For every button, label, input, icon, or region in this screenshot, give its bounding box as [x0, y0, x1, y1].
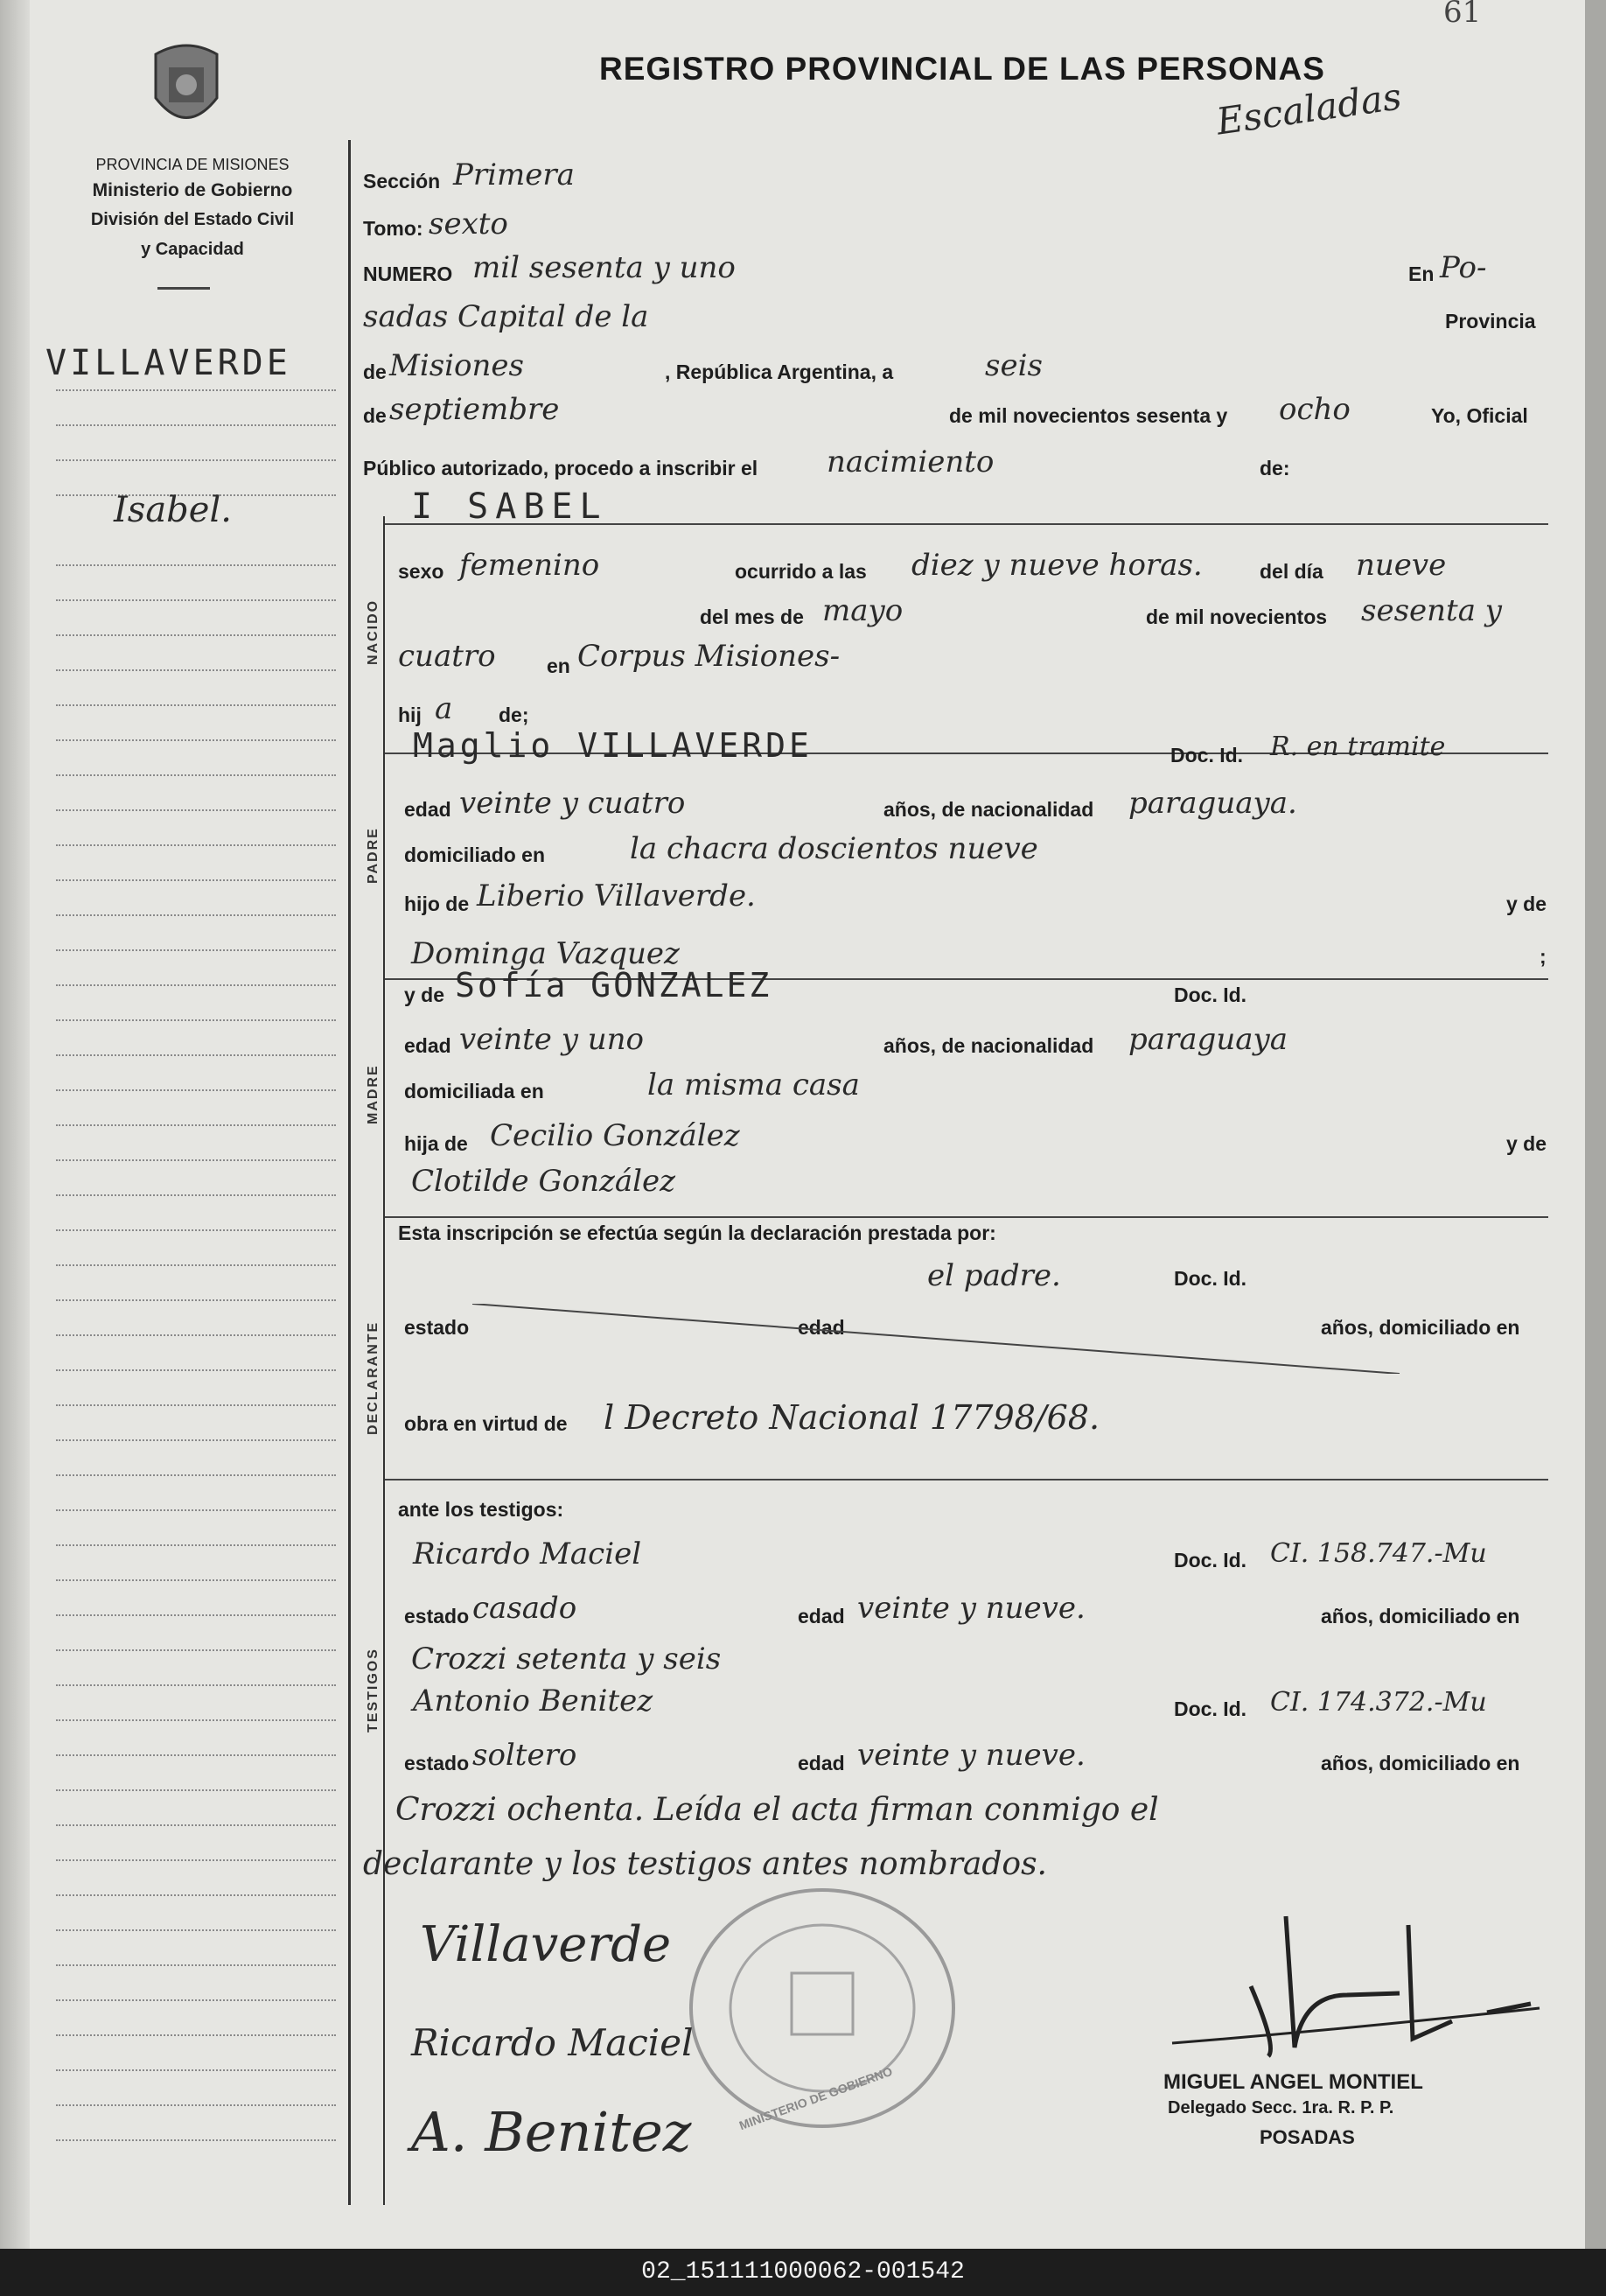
year-word: ocho — [1279, 392, 1351, 427]
de-semicolon: de; — [499, 704, 529, 726]
obra-label: obra en virtud de — [404, 1412, 568, 1435]
ocurrido-label: ocurrido a las — [735, 560, 867, 583]
margin-rule — [56, 1754, 336, 1757]
margin-rule — [56, 1509, 336, 1512]
publico-label: Público autorizado, procedo a inscribir el — [363, 457, 758, 480]
coat-of-arms-icon — [147, 37, 226, 142]
margin-annotation: Escaladas — [1213, 74, 1405, 144]
numero-value: mil sesenta y uno — [472, 250, 736, 285]
madre-padre: Cecilio González — [490, 1118, 740, 1153]
margin-rule — [56, 1824, 336, 1827]
margin-rule — [56, 1229, 336, 1232]
republica-label: , República Argentina, a — [665, 360, 894, 383]
margin-rule — [56, 669, 336, 672]
margin-rule — [56, 1124, 336, 1127]
edad-label5: edad — [798, 1752, 845, 1774]
margin-rule — [56, 1054, 336, 1057]
section-label-testigos: TESTIGOS — [366, 1648, 381, 1732]
edad-label3: edad — [798, 1316, 845, 1339]
signature-testigo-2: A. Benitez — [411, 2100, 692, 2164]
dia-value: nueve — [1356, 548, 1447, 583]
margin-rule — [56, 1089, 336, 1092]
madre-madre: Clotilde González — [411, 1164, 676, 1199]
section-label-nacido: NACIDO — [366, 598, 381, 665]
madre-dom: la misma casa — [647, 1068, 860, 1102]
anios-nac-label: años, de nacionalidad — [883, 798, 1094, 821]
en-value: Po- — [1440, 250, 1487, 285]
y-de-label: y de — [1506, 892, 1547, 915]
section-label-padre: PADRE — [366, 827, 381, 884]
page-edge — [1585, 0, 1606, 2249]
margin-rule — [56, 914, 336, 917]
margin-rule — [56, 2034, 336, 2037]
section-divider — [385, 1479, 1548, 1480]
madre-nac: paraguaya — [1128, 1022, 1288, 1057]
margin-rule — [56, 774, 336, 777]
tomo-label: Tomo: — [363, 217, 423, 240]
testigo2-nombre: Antonio Benitez — [413, 1684, 653, 1718]
obra-value: l Decreto Nacional 17798/68. — [604, 1398, 1100, 1437]
estado-label2: estado — [404, 1605, 470, 1628]
hij-label: hij — [398, 704, 422, 726]
official-role: Delegado Secc. 1ra. R. P. P. — [1168, 2098, 1394, 2118]
place-line: sadas Capital de la — [363, 299, 649, 334]
edad-label: edad — [404, 798, 451, 821]
edad-label2: edad — [404, 1034, 451, 1057]
margin-rule — [56, 984, 336, 987]
anios-dom-label2: años, domiciliado en — [1321, 1605, 1520, 1628]
margin-rule — [56, 844, 336, 847]
numero-label: NUMERO — [363, 262, 453, 285]
testigos-intro: ante los testigos: — [398, 1498, 564, 1521]
month-value: septiembre — [389, 392, 560, 427]
inscripcion-label: Esta inscripción se efectúa según la declaración prestada por: — [398, 1222, 996, 1244]
y-de3-label: y de — [1506, 1132, 1547, 1155]
year-label: de mil novecientos sesenta y — [949, 404, 1228, 427]
declarante-value: el padre. — [927, 1258, 1061, 1293]
signature-testigo-1: Ricardo Maciel — [411, 2021, 694, 2064]
margin-rule — [56, 1929, 336, 1932]
del-dia-label: del día — [1260, 560, 1323, 583]
padre-madre: Dominga Vazquez — [411, 936, 680, 971]
y-de2-label: y de — [404, 984, 445, 1006]
margin-rule — [56, 1159, 336, 1162]
padre-doc: R. en tramite — [1270, 732, 1446, 762]
margin-rule — [56, 1019, 336, 1022]
en-label: En — [1408, 262, 1435, 285]
margin-rule — [56, 1194, 336, 1197]
hijo-de-label: hijo de — [404, 892, 470, 915]
anio-value-a: sesenta y — [1361, 593, 1502, 628]
margin-rule — [56, 459, 336, 462]
anios-dom-label3: años, domiciliado en — [1321, 1752, 1520, 1774]
sexo-label: sexo — [398, 560, 444, 583]
image-id-footer: 02_151111000062-001542 — [0, 2249, 1606, 2296]
testigo2-estado: soltero — [472, 1738, 577, 1773]
domiciliado-label: domiciliado en — [404, 844, 546, 866]
binding-edge — [0, 0, 30, 2249]
mes-value: mayo — [822, 593, 904, 628]
seccion-label: Sección — [363, 170, 441, 192]
margin-rule — [56, 1719, 336, 1722]
domiciliada-label: domiciliada en — [404, 1080, 544, 1102]
doc-id-label5: Doc. Id. — [1174, 1698, 1247, 1720]
doc-id-label2: Doc. Id. — [1174, 984, 1247, 1006]
yo-label: Yo, Oficial — [1431, 404, 1528, 427]
margin-rule — [56, 1474, 336, 1477]
testigo1-dom: Crozzi setenta y seis — [411, 1642, 722, 1676]
estado-label: estado — [404, 1316, 470, 1339]
month-de-label: de — [363, 404, 387, 427]
seccion-value: Primera — [453, 158, 575, 192]
mes-label: del mes de — [700, 606, 804, 628]
madre-nombre: Sofía GONZALEZ — [455, 966, 772, 1004]
doc-id-label3: Doc. Id. — [1174, 1267, 1247, 1290]
org-line-2: Ministerio de Gobierno — [92, 180, 293, 200]
signature-official — [1120, 1899, 1557, 2065]
de-colon-label: de: — [1260, 457, 1290, 480]
margin-rule — [56, 1299, 336, 1302]
page-title: REGISTRO PROVINCIAL DE LAS PERSONAS — [599, 51, 1325, 87]
testigo1-nombre: Ricardo Maciel — [413, 1536, 642, 1572]
margin-rule — [56, 1999, 336, 2002]
padre-nac: paraguaya. — [1128, 786, 1297, 821]
org-line-4: y Capacidad — [141, 240, 244, 259]
closing-line-2: declarante y los testigos antes nombrados. — [363, 1846, 1047, 1882]
anios-nac-label2: años, de nacionalidad — [883, 1034, 1094, 1057]
official-city: POSADAS — [1260, 2126, 1355, 2148]
margin-rule — [56, 949, 336, 952]
strike-line — [472, 1304, 1400, 1374]
edad-label4: edad — [798, 1605, 845, 1628]
de-label: de — [363, 360, 387, 383]
main-margin-line — [348, 140, 351, 2205]
hij-value: a — [435, 691, 453, 726]
margin-rule — [56, 1789, 336, 1792]
section-divider — [385, 1216, 1548, 1218]
org-line-3: División del Estado Civil — [90, 210, 295, 229]
testigo1-doc: CI. 158.747.-Mu — [1270, 1538, 1487, 1569]
testigo2-doc: CI. 174.372.-Mu — [1270, 1687, 1487, 1718]
anios-dom-label: años, domiciliado en — [1321, 1316, 1520, 1339]
margin-rule — [56, 1334, 336, 1337]
day-value: seis — [985, 348, 1043, 383]
margin-rule — [56, 1684, 336, 1687]
margin-rule — [56, 1649, 336, 1652]
section-label-declarante: DECLARANTE — [366, 1320, 381, 1435]
margin-rule — [56, 564, 336, 567]
margin-rule — [56, 2104, 336, 2107]
anio-value-b: cuatro — [398, 639, 496, 674]
margin-rule — [56, 389, 336, 392]
hija-de-label: hija de — [404, 1132, 468, 1155]
margin-rule — [56, 1369, 336, 1372]
mil-label: de mil novecientos — [1146, 606, 1328, 628]
province-value: Misiones — [389, 348, 524, 383]
testigo1-estado: casado — [472, 1591, 577, 1626]
child-name: I SABEL — [411, 486, 608, 527]
page-number: 61 — [1443, 0, 1482, 30]
en2-label: en — [547, 654, 570, 677]
margin-rule — [56, 1579, 336, 1582]
closing-line-1: Crozzi ochenta. Leída el acta firman conmigo el — [395, 1792, 1159, 1828]
doc-id-label: Doc. Id. — [1170, 744, 1244, 766]
margin-rule — [56, 809, 336, 812]
hora-value: diez y nueve horas. — [911, 548, 1203, 583]
signature-declarante: Villaverde — [420, 1916, 672, 1973]
margin-rule — [56, 1439, 336, 1442]
margin-rule — [56, 704, 336, 707]
margin-rule — [56, 739, 336, 742]
padre-padre: Liberio Villaverde. — [477, 878, 756, 914]
divider — [157, 287, 210, 290]
provincia-label: Provincia — [1445, 310, 1536, 332]
margin-rule — [56, 2069, 336, 2072]
margin-rule — [56, 599, 336, 602]
margin-rule — [56, 2139, 336, 2142]
stamp-text: MINISTERIO DE GOBIERNO — [737, 2063, 895, 2133]
margin-rule — [56, 1544, 336, 1547]
margin-rule — [56, 424, 336, 427]
margin-rule — [56, 1964, 336, 1967]
testigo2-edad: veinte y nueve. — [857, 1738, 1086, 1773]
doc-id-label4: Doc. Id. — [1174, 1549, 1247, 1572]
estado-label3: estado — [404, 1752, 470, 1774]
sexo-value: femenino — [459, 548, 600, 583]
semicolon: ; — [1540, 945, 1547, 968]
padre-dom: la chacra doscientos nueve — [630, 831, 1038, 866]
section-label-madre: MADRE — [366, 1064, 381, 1124]
org-line-1: PROVINCIA DE MISIONES — [95, 156, 290, 173]
padre-nombre: Maglio VILLAVERDE — [413, 726, 813, 765]
margin-surname: VILLAVERDE — [45, 343, 291, 383]
testigo1-edad: veinte y nueve. — [857, 1591, 1086, 1626]
act-value: nacimiento — [827, 444, 995, 480]
margin-rule — [56, 634, 336, 637]
margin-rule — [56, 1894, 336, 1897]
margin-rule — [56, 1859, 336, 1862]
section-label-line — [383, 516, 385, 2205]
margin-rule — [56, 1264, 336, 1267]
margin-rule — [56, 1404, 336, 1407]
padre-edad: veinte y cuatro — [459, 786, 686, 821]
margin-rule — [56, 879, 336, 882]
madre-edad: veinte y uno — [459, 1022, 644, 1057]
tomo-value: sexto — [429, 206, 508, 242]
margin-rule — [56, 1614, 336, 1617]
official-name: MIGUEL ANGEL MONTIEL — [1163, 2070, 1423, 2094]
margin-given-name: Isabel. — [114, 490, 232, 530]
lugar-value: Corpus Misiones- — [577, 639, 841, 674]
